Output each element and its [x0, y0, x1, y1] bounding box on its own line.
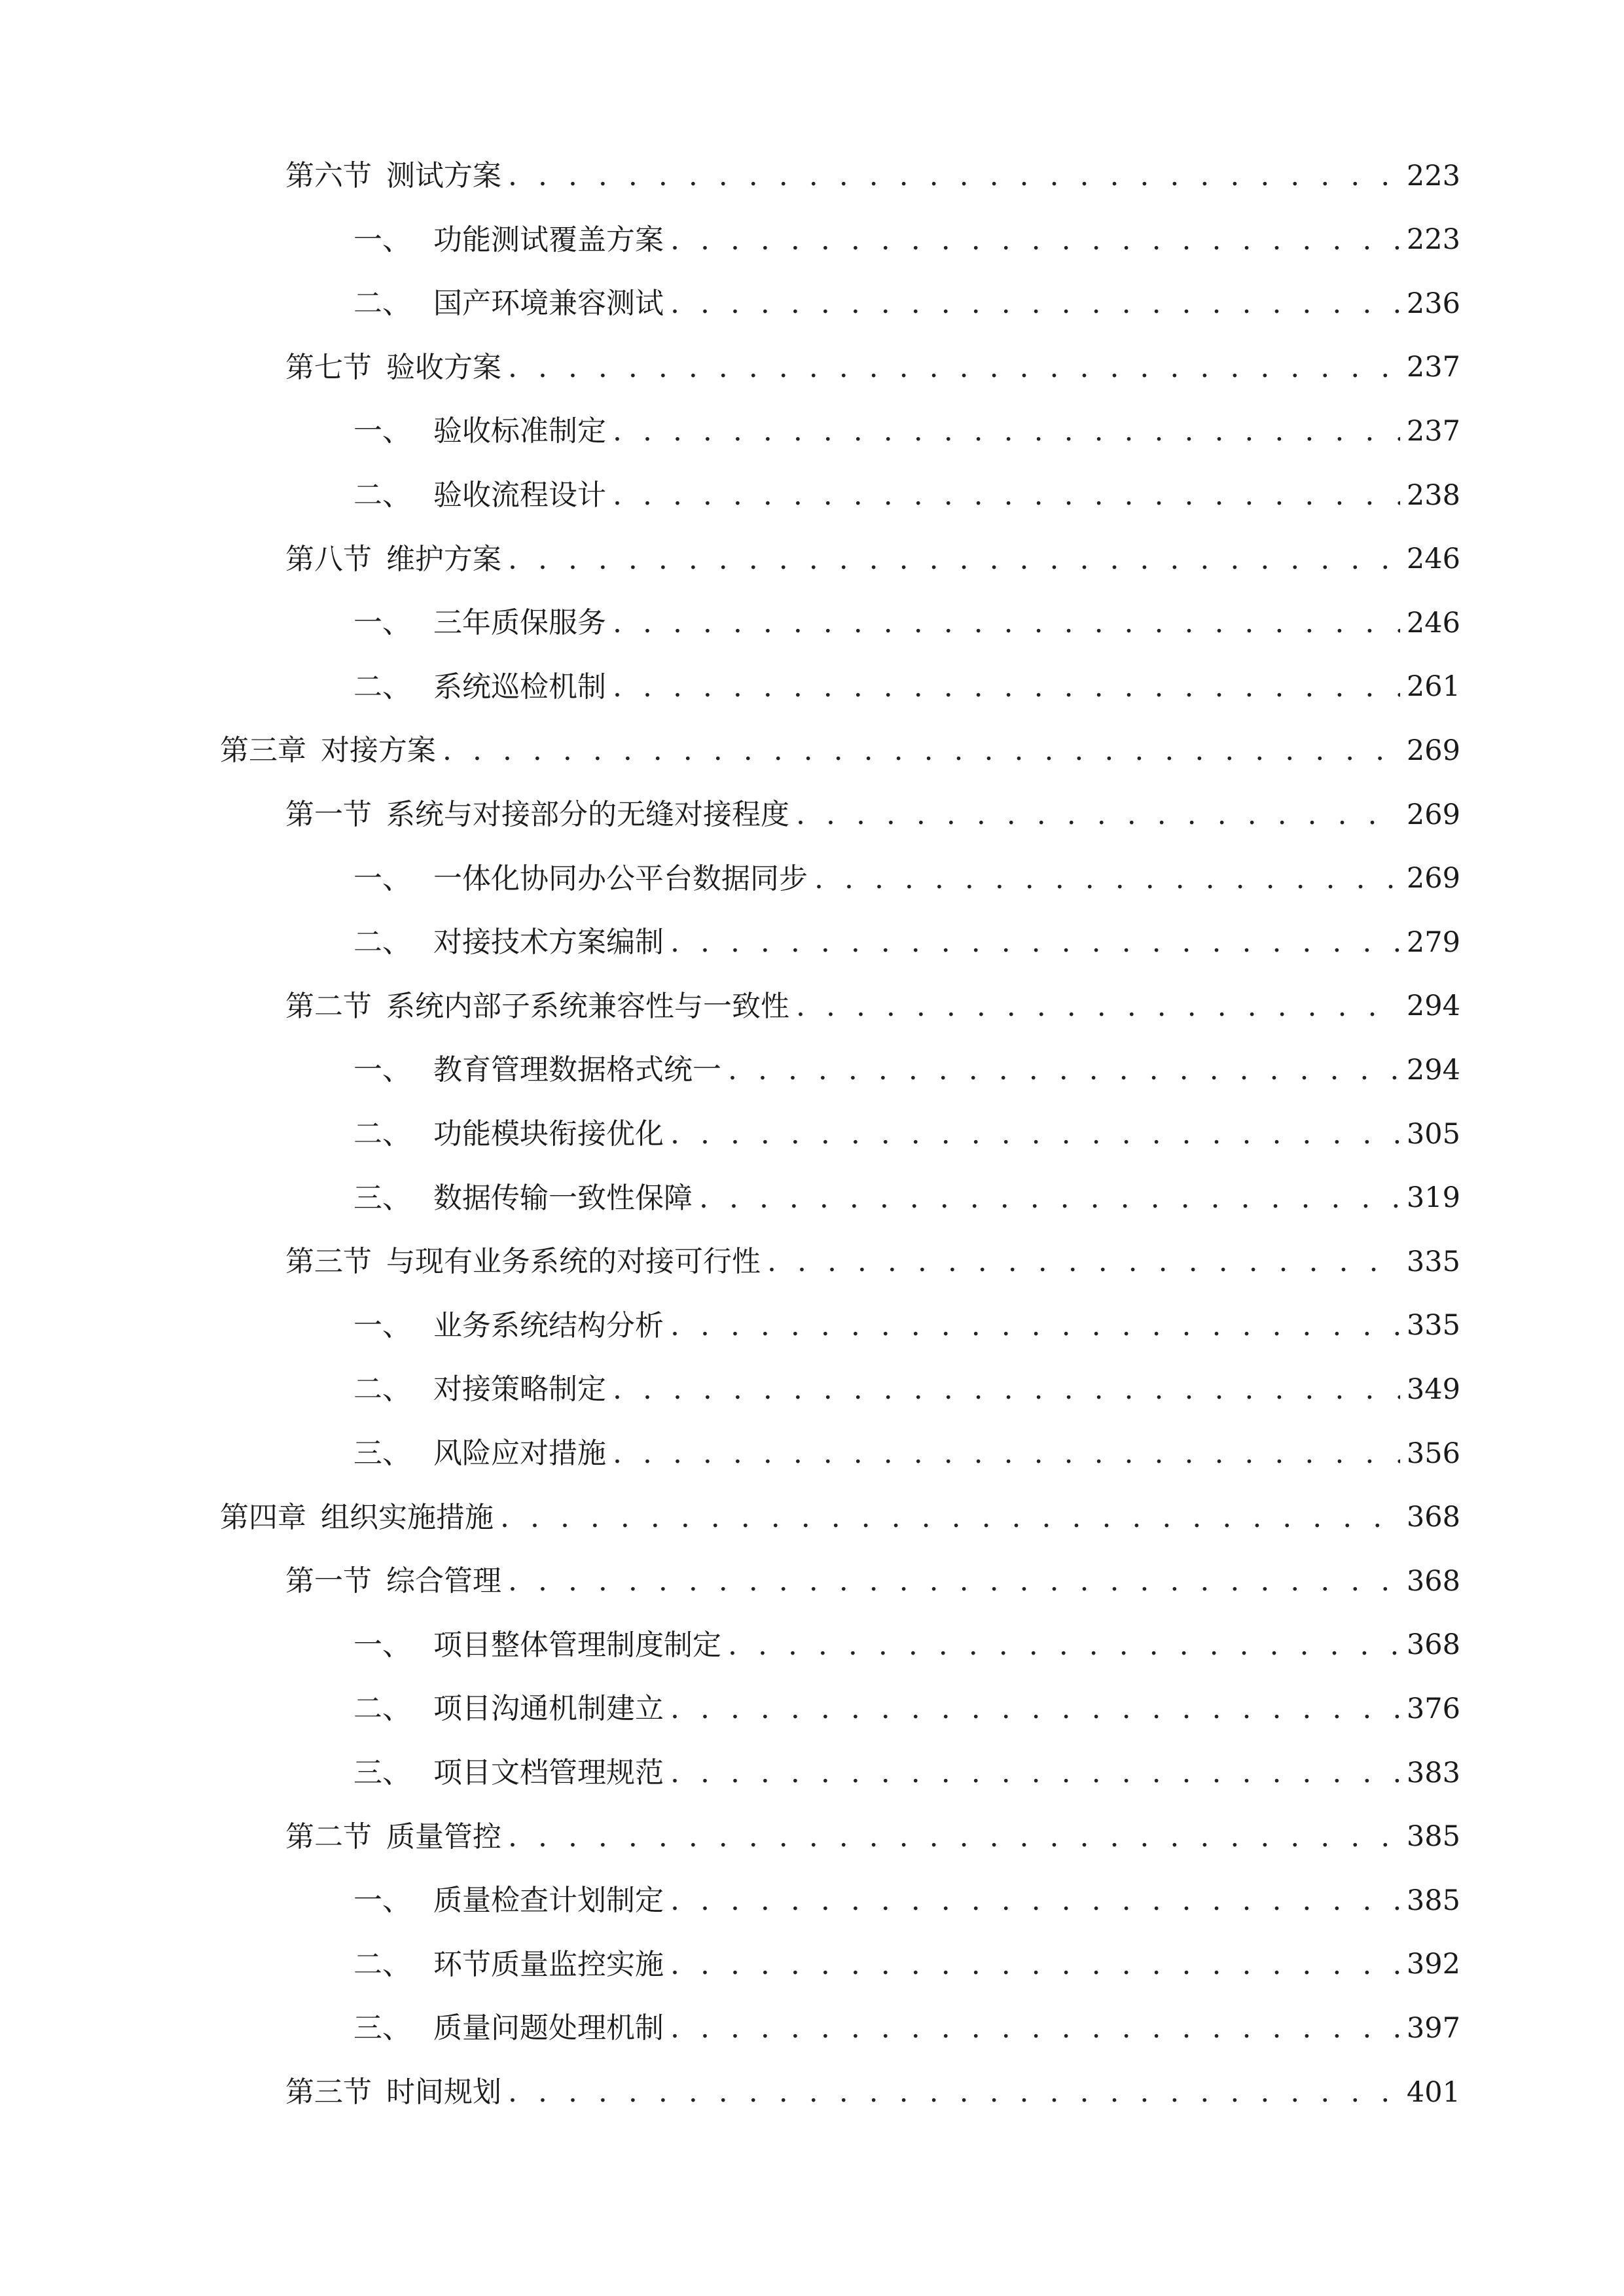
toc-entry-title: [353, 861, 812, 895]
toc-entry-title: [353, 1439, 610, 1468]
dot-leader: [613, 1439, 1400, 1468]
toc-entry-label: 功能测试覆盖方案: [433, 223, 664, 257]
dot-leader: [670, 1120, 1400, 1149]
toc-entry-label: 测试方案: [386, 159, 501, 192]
toc-entry-label: 环节质量监控实施: [433, 1947, 664, 1981]
toc-page-number: 397: [1406, 2011, 1460, 2045]
toc-entry-label: 项目沟通机制建立: [433, 1692, 664, 1726]
toc-entry-label: 风险应对措施: [433, 1437, 606, 1470]
toc-entry-label: 质量检查计划制定: [433, 1884, 664, 1918]
toc-entry-label: 综合管理: [386, 1564, 501, 1598]
toc-entry-title: [285, 989, 793, 1023]
toc-page-number: 401: [1406, 2075, 1460, 2109]
toc-entry[interactable]: [353, 1294, 1460, 1358]
toc-entry[interactable]: [353, 463, 1460, 528]
toc-entry-label: 时间规划: [386, 2075, 501, 2109]
toc-entry[interactable]: [285, 1805, 1460, 1869]
toc-entry[interactable]: [353, 1038, 1460, 1102]
toc-page-number: 237: [1406, 351, 1460, 384]
toc-page-number: 246: [1406, 543, 1460, 576]
toc-page-number: 368: [1406, 1501, 1460, 1534]
toc-entry[interactable]: [353, 399, 1460, 463]
toc-entry-label: 数据传输一致性保障: [433, 1181, 693, 1215]
dot-leader: [728, 1056, 1400, 1085]
toc-page-number: 356: [1406, 1437, 1460, 1470]
toc-entry-prefix: 一、: [353, 861, 411, 895]
dot-leader: [613, 673, 1400, 702]
toc-entry-title: [353, 2011, 668, 2045]
toc-entry-prefix: 第四章: [220, 1500, 306, 1534]
toc-entry-prefix: 二、: [353, 1372, 411, 1407]
toc-entry-title: [285, 2075, 505, 2109]
toc-entry-prefix: 第二节: [285, 989, 372, 1023]
toc-entry-prefix: 第三节: [285, 2075, 372, 2109]
toc-entry-prefix: 二、: [353, 1947, 411, 1981]
toc-entry-label: 教育管理数据格式统一: [433, 1053, 721, 1087]
toc-entry-prefix: 第三节: [285, 1245, 372, 1279]
toc-entry-title: [353, 287, 668, 321]
toc-entry[interactable]: [285, 528, 1460, 592]
dot-leader: [767, 1247, 1400, 1276]
toc-entry[interactable]: [353, 1741, 1460, 1805]
toc-entry-prefix: 三、: [353, 1756, 411, 1789]
toc-entry-prefix: 一、: [353, 1308, 411, 1342]
toc-entry-title: [353, 1053, 725, 1087]
dot-leader: [728, 1631, 1400, 1660]
toc-entry-label: 对接方案: [321, 734, 436, 768]
dot-leader: [508, 353, 1400, 382]
toc-page-number: 294: [1406, 990, 1460, 1023]
dot-leader: [508, 1823, 1400, 1852]
toc-entry-label: 质量管控: [386, 1820, 501, 1854]
toc-entry-prefix: 二、: [353, 925, 411, 960]
toc-entry-prefix: 第一节: [285, 798, 372, 831]
dot-leader: [508, 545, 1400, 574]
toc-entry-title: [353, 606, 610, 640]
toc-entry-prefix: 一、: [353, 606, 411, 640]
toc-entry-title: [353, 1884, 668, 1918]
toc-page-number: 376: [1406, 1692, 1460, 1725]
toc-entry[interactable]: [285, 2060, 1460, 2125]
toc-entry-title: [285, 1820, 505, 1854]
toc-entry-title: [353, 223, 668, 257]
toc-entry-label: 对接策略制定: [433, 1372, 606, 1407]
toc-entry-title: [353, 1372, 610, 1407]
toc-entry-label: 国产环境兼容测试: [433, 287, 664, 321]
toc-entry[interactable]: [285, 1230, 1460, 1294]
toc-entry-label: 组织实施措施: [321, 1500, 494, 1534]
toc-entry[interactable]: [353, 847, 1460, 911]
toc-entry-title: [353, 1117, 668, 1151]
toc-entry-title: [285, 542, 505, 576]
toc-page-number: 368: [1406, 1564, 1460, 1598]
dot-leader: [613, 481, 1400, 510]
toc-entry-title: [353, 1947, 668, 1981]
toc-entry[interactable]: [285, 1549, 1460, 1613]
toc-entry-title: [220, 734, 440, 768]
toc-entry-title: [353, 1692, 668, 1726]
toc-page-number: 392: [1406, 1948, 1460, 1981]
dot-leader: [500, 1503, 1400, 1532]
toc-entry[interactable]: [353, 1996, 1460, 2060]
toc-entry-prefix: 二、: [353, 1117, 411, 1151]
dot-leader: [670, 928, 1400, 957]
dot-leader: [699, 1184, 1400, 1213]
toc-entry[interactable]: [285, 783, 1460, 847]
toc-page-number: 269: [1406, 798, 1460, 831]
toc-entry-label: 对接技术方案编制: [433, 925, 664, 960]
toc-page-number: 305: [1406, 1117, 1460, 1151]
toc-entry-label: 业务系统结构分析: [433, 1308, 664, 1342]
toc-entry-label: 项目整体管理制度制定: [433, 1628, 721, 1662]
toc-page-number: 236: [1406, 287, 1460, 320]
toc-entry[interactable]: [220, 1486, 1460, 1550]
toc-entry-label: 质量问题处理机制: [433, 2011, 664, 2045]
toc-page-number: 368: [1406, 1628, 1460, 1662]
toc-entry[interactable]: [353, 1869, 1460, 1933]
toc-entry-label: 与现有业务系统的对接可行性: [386, 1245, 761, 1279]
toc-entry-title: [353, 925, 668, 960]
dot-leader: [670, 1312, 1400, 1340]
dot-leader: [796, 800, 1400, 829]
toc-page-number: 223: [1406, 223, 1460, 257]
dot-leader: [508, 2078, 1400, 2107]
toc-entry-label: 系统与对接部分的无缝对接程度: [386, 798, 789, 831]
toc-page-number: 261: [1406, 670, 1460, 704]
toc-entry[interactable]: [353, 910, 1460, 975]
toc-entry[interactable]: [353, 655, 1460, 719]
toc-entry-prefix: 二、: [353, 1692, 411, 1726]
toc-entry-prefix: 三、: [353, 1437, 411, 1470]
toc-entry[interactable]: [353, 1933, 1460, 1997]
toc-page-number: 385: [1406, 1884, 1460, 1917]
toc-entry-title: [353, 414, 610, 448]
toc-entry-label: 三年质保服务: [433, 606, 606, 640]
toc-entry[interactable]: [353, 1166, 1460, 1230]
toc-entry-label: 验收方案: [386, 350, 501, 384]
toc-entry-title: [285, 1245, 765, 1279]
toc-entry-title: [353, 1628, 725, 1662]
toc-entry-title: [285, 800, 793, 829]
dot-leader: [670, 289, 1400, 318]
toc-page-number: 349: [1406, 1372, 1460, 1406]
dot-leader: [670, 226, 1400, 255]
toc-entry[interactable]: [353, 1422, 1460, 1486]
toc-entry-prefix: 第二节: [285, 1820, 372, 1854]
toc-page-number: 269: [1406, 862, 1460, 895]
toc-entry[interactable]: [353, 1613, 1460, 1677]
toc-entry-prefix: 一、: [353, 414, 411, 448]
toc-entry-prefix: 第三章: [220, 734, 306, 768]
dot-leader: [508, 1567, 1400, 1596]
toc-entry[interactable]: [353, 1357, 1460, 1422]
toc-page-number: 383: [1406, 1756, 1460, 1789]
dot-leader: [613, 609, 1400, 637]
toc-page-number: 319: [1406, 1181, 1460, 1215]
dot-leader: [670, 2014, 1400, 2043]
toc-page-number: 279: [1406, 925, 1460, 959]
toc-entry-label: 一体化协同办公平台数据同步: [433, 861, 808, 895]
dot-leader: [442, 736, 1400, 765]
toc-entry-prefix: 第七节: [285, 350, 372, 384]
toc-page-number: 385: [1406, 1820, 1460, 1854]
toc-entry-prefix: 第一节: [285, 1564, 372, 1598]
toc-entry-title: [353, 478, 610, 512]
toc-entry-title: [353, 1308, 668, 1342]
toc-entry[interactable]: [353, 1102, 1460, 1166]
toc-page-number: 223: [1406, 159, 1460, 192]
toc-entry-title: [353, 1181, 696, 1215]
toc-page-number: 237: [1406, 414, 1460, 448]
dot-leader: [796, 992, 1400, 1021]
toc-entry[interactable]: [285, 336, 1460, 400]
toc-entry-label: 验收标准制定: [433, 414, 606, 448]
toc-entry-prefix: 一、: [353, 1053, 411, 1087]
dot-leader: [814, 865, 1400, 893]
toc-entry[interactable]: [353, 1677, 1460, 1741]
toc-entry-title: [353, 670, 610, 704]
dot-leader: [670, 1886, 1400, 1915]
toc-page-number: 269: [1406, 734, 1460, 767]
toc-entry-prefix: 第八节: [285, 542, 372, 576]
toc-entry-label: 项目文档管理规范: [433, 1756, 664, 1789]
toc-page-number: 294: [1406, 1053, 1460, 1086]
dot-leader: [613, 1375, 1400, 1404]
toc-entry-title: [285, 350, 505, 384]
toc-entry[interactable]: [353, 272, 1460, 336]
toc-entry-prefix: 三、: [353, 2011, 411, 2045]
toc-entry[interactable]: [285, 975, 1460, 1039]
toc-entry-title: [285, 159, 505, 192]
dot-leader: [670, 1950, 1400, 1979]
toc-page-number: 335: [1406, 1245, 1460, 1278]
toc-page-number: 246: [1406, 606, 1460, 639]
toc-entry[interactable]: [285, 144, 1460, 208]
toc-entry-prefix: 二、: [353, 670, 411, 704]
toc-entry[interactable]: [220, 719, 1460, 783]
toc-entry-label: 系统内部子系统兼容性与一致性: [386, 989, 789, 1023]
toc-entry-prefix: 第六节: [285, 159, 372, 192]
toc-entry[interactable]: [353, 591, 1460, 655]
toc-entry-prefix: 一、: [353, 223, 411, 257]
dot-leader: [508, 162, 1400, 190]
toc-entry-label: 验收流程设计: [433, 478, 606, 512]
toc-entry-title: [220, 1500, 497, 1534]
dot-leader: [613, 417, 1400, 446]
dot-leader: [670, 1695, 1400, 1723]
toc-entry[interactable]: [353, 208, 1460, 272]
toc-entry-prefix: 二、: [353, 287, 411, 321]
toc-page-number: 238: [1406, 478, 1460, 512]
toc-entry-label: 功能模块衔接优化: [433, 1117, 664, 1151]
toc-entry-prefix: 一、: [353, 1628, 411, 1662]
toc-entry-title: [285, 1564, 505, 1598]
toc-entry-prefix: 一、: [353, 1884, 411, 1918]
toc-page-number: 335: [1406, 1309, 1460, 1342]
toc-entry-prefix: 三、: [353, 1181, 411, 1215]
toc-entry-prefix: 二、: [353, 478, 411, 512]
dot-leader: [670, 1759, 1400, 1787]
toc-entry-label: 系统巡检机制: [433, 670, 606, 704]
toc-entry-title: [353, 1756, 668, 1789]
toc-entry-label: 维护方案: [386, 542, 501, 576]
